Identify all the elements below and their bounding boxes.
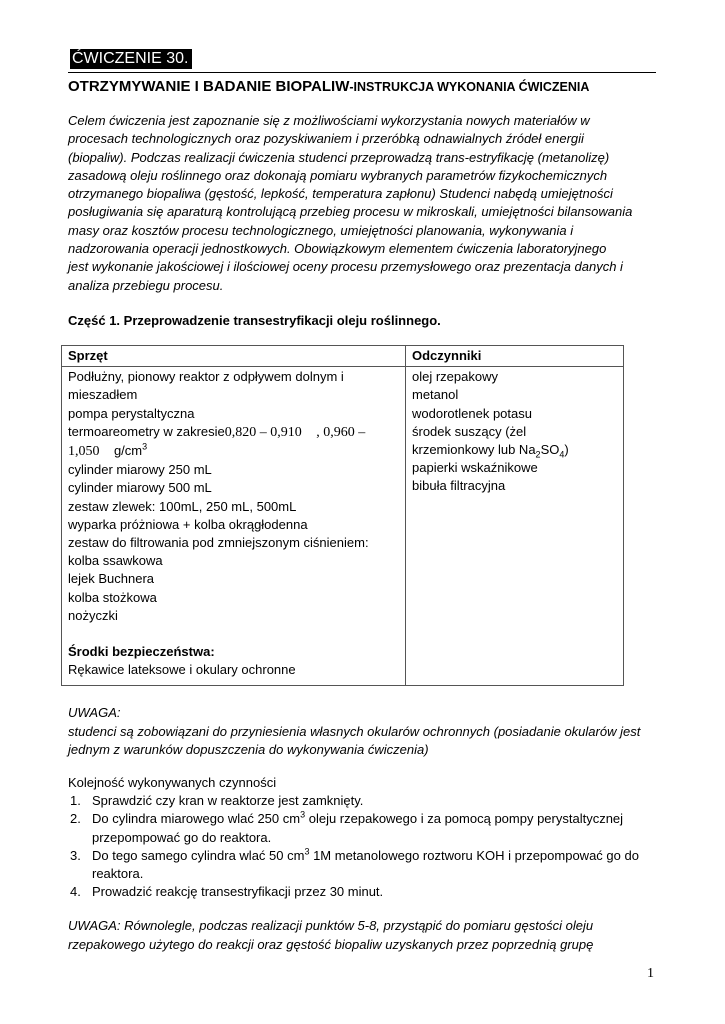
step-text (92, 810, 668, 828)
list-item (68, 847, 668, 884)
equipment-item: kolba stożkowa (68, 589, 157, 605)
safety-text: Rękawice lateksowe i okulary ochronne (68, 662, 296, 678)
step-text-part: 1M metanolowego roztworu KOH i przepompować go do (309, 847, 639, 863)
aerometer-range-1: 0,820 – 0,910 (224, 424, 302, 440)
step-text: Prowadzić reakcję transestryfikacji przez 30 minut. (92, 884, 384, 900)
reagent-item: środek suszący (żel (412, 423, 527, 439)
intro-paragraph (68, 112, 668, 295)
step-text: Sprawdzić czy kran w reaktorze jest zamknięty. (92, 793, 364, 808)
equipment-item: kolba ssawkowa (68, 553, 163, 569)
warning-text: jednym z warunków dopuszczenia do wykonywania ćwiczenia) (68, 742, 429, 757)
equipment-item: zestaw zlewek: 100mL, 250 mL, 500mL (68, 498, 297, 514)
page-title (68, 77, 668, 97)
intro-line: zasadową oleju roślinnego oraz dokonają pomiaru wybranych parametrów fizykochemicznych (68, 167, 608, 183)
title-main: OTRZYMYWANIE I BADANIE BIOPALIW (68, 78, 350, 95)
column-header-reagents: Odczynniki (406, 346, 624, 367)
equipment-reagents-table (61, 345, 624, 686)
reagent-item-formula (412, 441, 617, 459)
step-number: 2. (70, 811, 81, 827)
intro-line: masy oraz kosztów procesu technologicznego, umiejętności planowania, wykonywania i (68, 222, 574, 238)
equipment-item: pompa perystaltyczna (68, 405, 195, 421)
step-number: 3. (70, 847, 81, 863)
title-subtitle: -INSTRUKCJA WYKONANIA ĆWICZENIA (349, 80, 590, 94)
intro-line: nadzorowania operacji jednostkowych. Obowiązkowym elementem ćwiczenia laboratoryjnego (68, 241, 607, 257)
part1-heading: Część 1. Przeprowadzenie transestryfikacji oleju roślinnego. (68, 313, 441, 328)
intro-line: posługiwania się aparaturą kontrolującą przebieg procesu w mikroskali, umiejętności bilansowania (68, 204, 633, 220)
step-number: 4. (70, 884, 81, 900)
safety-title: Środki bezpieczeństwa: (68, 644, 215, 660)
exercise-label: ĆWICZENIE 30. (70, 49, 192, 69)
parallel-task-note (68, 917, 668, 954)
reagent-item: wodorotlenek potasu (412, 405, 532, 421)
list-item (68, 792, 668, 810)
aerometer-range-3: 1,050 (68, 444, 100, 460)
note-text: UWAGA: Równolegle, podczas realizacji punktów 5-8, przystąpić do pomiaru gęstości oleju (68, 918, 594, 933)
unit-exponent: 3 (300, 809, 306, 820)
intro-line: otrzymanego biopaliwa (gęstość, lepkość, temperatura zapłonu) Studenci nabędą umiejętności (68, 186, 613, 202)
drying-agent-text: krzemionkowy lub Na (412, 442, 536, 458)
equipment-item: cylinder miarowy 500 mL (68, 480, 212, 496)
aerometer-unit-exponent: 3 (142, 441, 148, 452)
equipment-item-aerometer (68, 423, 399, 442)
aerometer-range-2: , 0,960 – (316, 424, 366, 440)
step-text-part: oleju rzepakowego i za pomocą pompy perystaltycznej (305, 811, 624, 827)
steps-list (68, 792, 668, 902)
formula-subscript: 4 (559, 449, 565, 460)
intro-line: jest wykonanie jakościowej i ilościowej oceny procesu przemysłowego oraz prezentacja danych i (68, 259, 623, 275)
intro-line: analiza przebiegu procesu. (68, 277, 224, 293)
equipment-item: mieszadłem (68, 387, 138, 403)
equipment-item: lejek Buchnera (68, 571, 154, 587)
equipment-item: wyparka próżniowa + kolba okrągłodenna (68, 516, 308, 532)
page-number: 1 (647, 966, 654, 981)
reagents-cell (406, 367, 624, 686)
formula-part: SO (540, 442, 560, 458)
equipment-item: cylinder miarowy 250 mL (68, 462, 212, 478)
step-text-part: Do cylindra miarowego wlać 250 cm (92, 811, 301, 827)
step-text: reaktora. (92, 866, 144, 882)
formula-close: ) (564, 442, 569, 458)
steps-heading: Kolejność wykonywanych czynności (68, 775, 277, 790)
equipment-cell (62, 367, 406, 686)
step-text (92, 847, 668, 865)
equipment-item: zestaw do filtrowania pod zmniejszonym ciśnieniem: (68, 535, 369, 551)
list-item (68, 883, 668, 901)
note-text: rzepakowego użytego do reakcji oraz gęstość biopaliw uzyskanych przez poprzednią grupę (68, 936, 594, 952)
warning-note (68, 704, 668, 760)
warning-title: UWAGA: (68, 705, 121, 720)
warning-text: studenci są zobowiązani do przyniesienia własnych okularów ochronnych (posiadanie okularów jest (68, 723, 641, 739)
header-divider (68, 72, 656, 73)
step-text: przepompować go do reaktora. (92, 829, 272, 845)
aerometer-text: termoareometry w zakresie (68, 423, 225, 439)
unit-exponent: 3 (304, 846, 310, 857)
column-header-equipment: Sprzęt (62, 346, 406, 367)
intro-line: Celem ćwiczenia jest zapoznanie się z możliwościami wykorzystania nowych materiałów w (68, 113, 590, 128)
equipment-item: nożyczki (68, 607, 118, 623)
list-item (68, 810, 668, 847)
reagent-item: papierki wskaźnikowe (412, 460, 538, 476)
formula-subscript: 2 (535, 449, 541, 460)
intro-line: (biopaliw). Podczas realizacji ćwiczenia studenci przeprowadzą trans-estryfikację (metanolizę) (68, 149, 610, 165)
aerometer-unit: g/cm (113, 443, 143, 459)
step-text-part: Do tego samego cylindra wlać 50 cm (92, 847, 305, 863)
equipment-item: Podłużny, pionowy reaktor z odpływem dolnym i (68, 369, 344, 385)
reagent-item: bibuła filtracyjna (412, 478, 506, 494)
reagent-item: metanol (412, 387, 459, 403)
table-row (62, 367, 624, 686)
equipment-item-aerometer-cont (68, 442, 399, 461)
intro-line: procesach technologicznych oraz pozyskiwaniem i przeróbką odnawialnych źródeł energii (68, 131, 584, 147)
step-number: 1. (70, 793, 81, 808)
reagent-item: olej rzepakowy (412, 369, 498, 385)
table-header-row (62, 346, 624, 367)
